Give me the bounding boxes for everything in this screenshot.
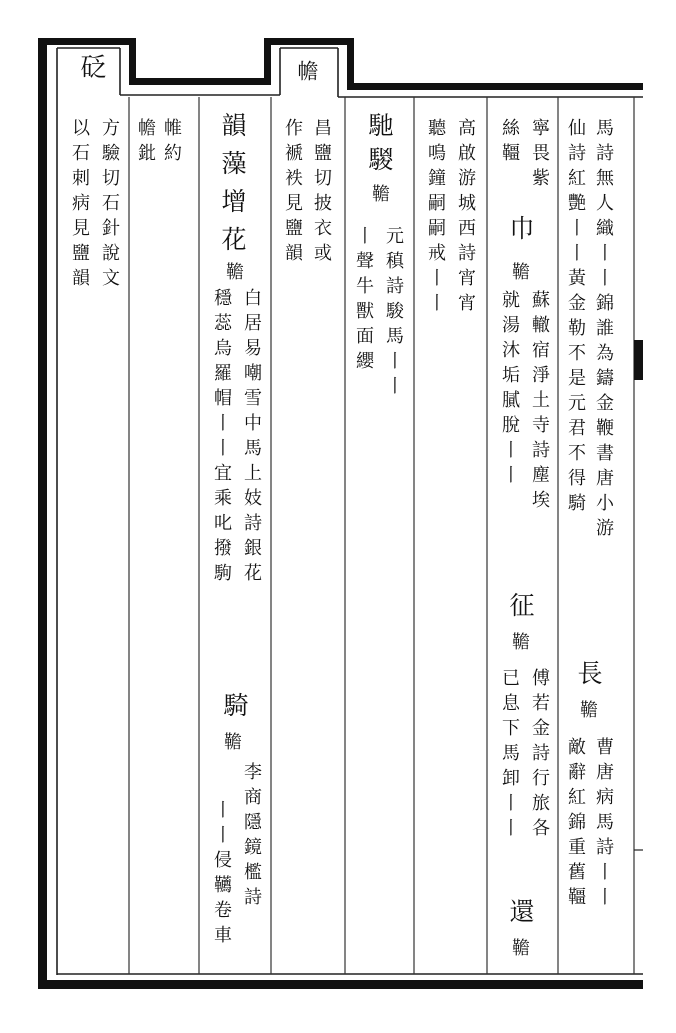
text-column: 李商隱鏡檻詩: [241, 762, 262, 912]
headword: 騣: [365, 146, 394, 173]
text-column: 昌鹽切披衣或: [311, 118, 332, 268]
headword-small: 韂: [221, 732, 242, 757]
headword: 巾: [506, 215, 535, 242]
tab-center-top: [264, 38, 354, 45]
text-column: 敵辭紅錦重舊韁: [565, 737, 586, 912]
text-column: 已息下馬卸丨丨: [499, 668, 520, 843]
text-column: 傅若金詩行旅各: [529, 668, 550, 843]
text-column: 馬詩無人織丨丨錦誰為鑄金鞭書唐小游: [593, 118, 614, 543]
text-column: 就湯沐垢膩脫丨丨: [499, 290, 520, 490]
left-border: [38, 38, 47, 988]
headword-small: 韂: [223, 262, 244, 287]
text-column: 白居易嘲雪中馬上妓詩銀花: [241, 288, 262, 588]
headword: 藻: [218, 150, 247, 177]
headword: 長: [574, 660, 603, 687]
tab-center-label: 幨: [295, 60, 319, 81]
headword-small: 韂: [577, 700, 598, 725]
text-column: 聽鳴鐘嗣嗣戒丨丨: [425, 118, 446, 318]
text-column: 元稹詩駿馬丨丨: [383, 226, 404, 401]
top-border: [347, 83, 643, 90]
headword: 還: [506, 898, 535, 925]
text-column: 穩蕊烏羅帽丨丨宜乘叱撥駒: [211, 288, 232, 588]
headword: 增: [218, 188, 247, 215]
headword-small: 韂: [509, 938, 530, 963]
headword: 騎: [220, 692, 249, 719]
text-column: 高啟游城西詩宵宵: [455, 118, 476, 318]
text-column: 丨丨侵韉卷車: [211, 800, 232, 950]
headword-small: 韂: [509, 632, 530, 657]
tab-left-top: [38, 38, 136, 45]
text-column: 作褫袟見鹽韻: [282, 118, 303, 268]
text-column: 丨聲牛獸面纓: [353, 226, 374, 376]
headword: 馳: [365, 112, 394, 139]
bottom-border: [38, 980, 643, 989]
text-column: 仙詩紅艷丨丨黃金勒不是元君不得騎: [565, 118, 586, 518]
headword: 花: [218, 226, 247, 253]
headword: 征: [506, 592, 535, 619]
text-column: 方驗切石針說文: [99, 118, 120, 293]
headword-small: 韂: [509, 262, 530, 287]
tab-left-label: 砭: [76, 53, 106, 79]
text-column: 以石刺病見鹽韻: [69, 118, 90, 293]
text-column: 寧畏紫: [529, 118, 550, 193]
text-column: 曹唐病馬詩丨丨: [593, 737, 614, 912]
text-column: 絲韁: [499, 118, 520, 168]
headword-small: 韂: [369, 184, 390, 209]
text-column: 幨鈚: [135, 118, 156, 168]
headword: 韻: [218, 112, 247, 139]
text-column: 蘇轍宿淨土寺詩塵埃: [529, 290, 550, 515]
text-column: 帷約: [161, 118, 182, 168]
